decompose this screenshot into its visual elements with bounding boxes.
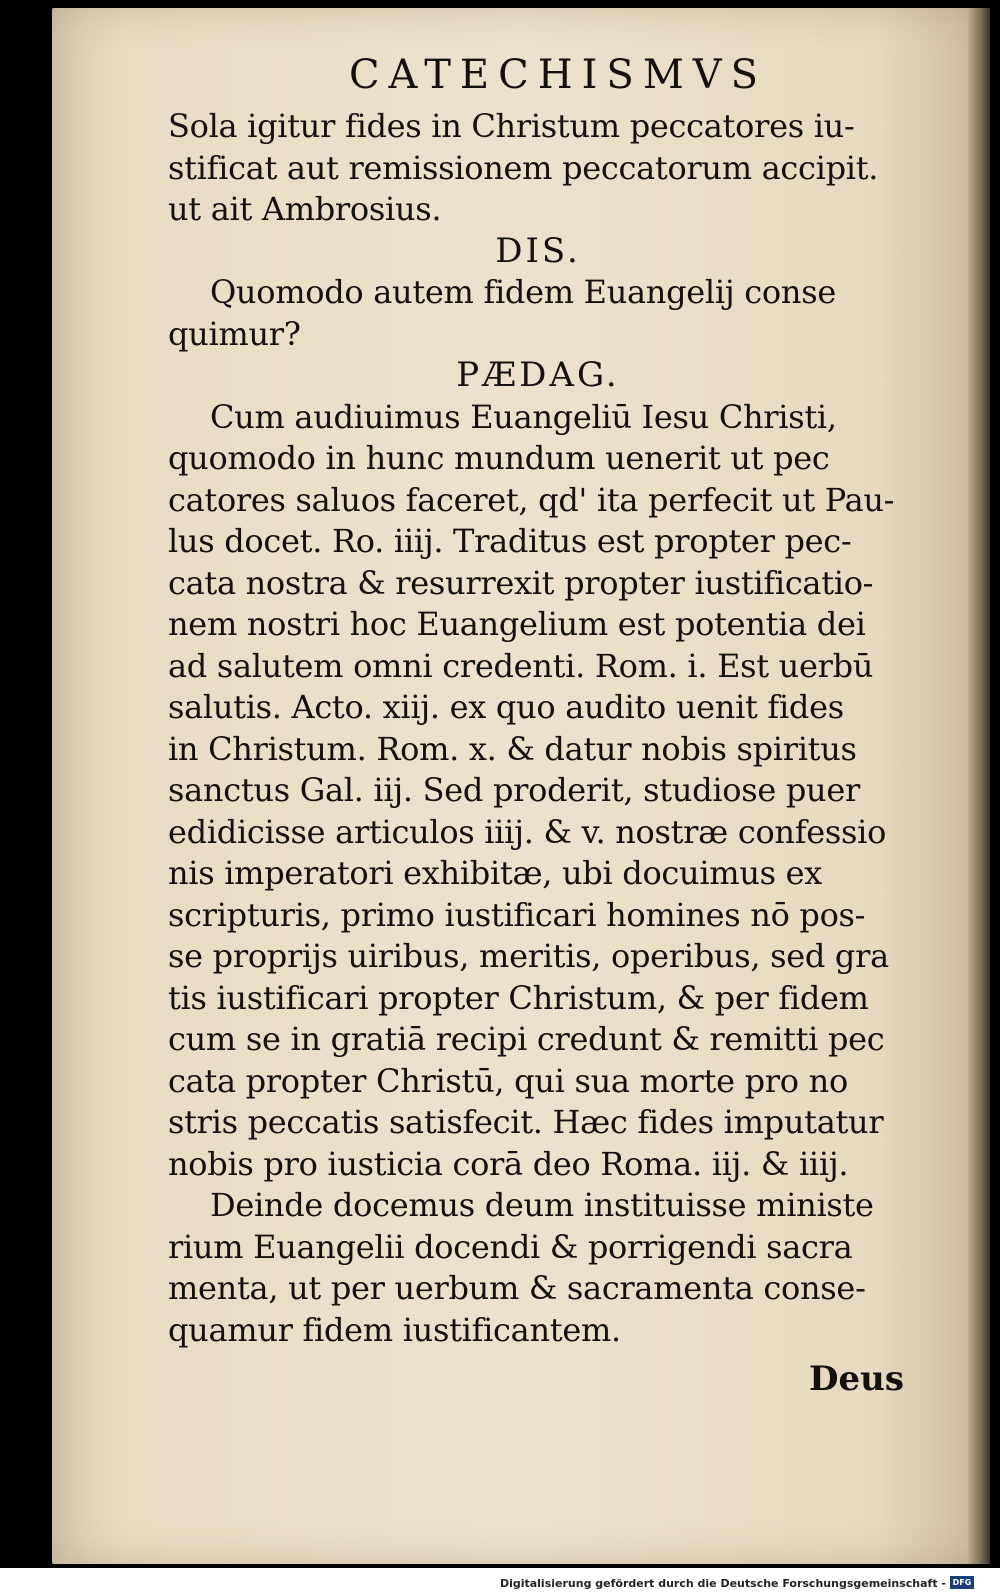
text-line: quamur fidem iustificantem. xyxy=(168,1310,621,1349)
text-line: cata propter Christū, qui sua morte pro no xyxy=(168,1061,848,1100)
text-line: salutis. Acto. xiij. ex quo audito uenit fides xyxy=(168,688,844,726)
speaker-heading: DIS. xyxy=(495,230,581,271)
text-line: ad salutem omni credenti. Rom. i. Est uerbū xyxy=(168,646,874,685)
text-line: Quomodo autem fidem Euangelij conse xyxy=(210,273,836,311)
text-line: catores saluos faceret, qd' ita perfecit ut Pau- xyxy=(168,480,895,519)
text-line: tis iustificari propter Christum, & per fidem xyxy=(168,978,869,1017)
text-line: in Christum. Rom. x. & datur nobis spiritus xyxy=(168,729,857,768)
text-line: cata nostra & resurrexit propter iustificatio- xyxy=(168,563,874,602)
text-line: lus docet. Ro. iiij. Traditus est propter pec- xyxy=(168,522,852,560)
dfg-logo: DFG xyxy=(950,1576,974,1589)
text-line: Sola igitur fides in Christum peccatores iu- xyxy=(168,107,855,145)
text-line: stris peccatis satisfecit. Hæc fides imputatur xyxy=(168,1103,884,1141)
text-line: se proprijs uiribus, meritis, operibus, sed gra xyxy=(168,937,889,975)
body-text xyxy=(168,106,908,1351)
text-line: ut ait Ambrosius. xyxy=(168,190,442,228)
text-line: sanctus Gal. iij. Sed proderit, studiose puer xyxy=(168,771,861,809)
text-line: menta, ut per uerbum & sacramenta conse- xyxy=(168,1269,866,1307)
text-line: edidicisse articulos iiij. & v. nostræ confessio xyxy=(168,812,887,851)
catchword: Deus xyxy=(809,1359,904,1399)
text-line: Cum audiuimus Euangeliū Iesu Christi, xyxy=(210,397,837,436)
text-block xyxy=(168,50,908,1407)
speaker-heading: PÆDAG. xyxy=(456,355,620,395)
text-line: nobis pro iusticia corā deo Roma. iij. & iiij. xyxy=(168,1144,849,1183)
text-line: quimur? xyxy=(168,314,301,353)
running-head: CATECHISMVS xyxy=(348,52,768,98)
page-edge xyxy=(968,8,990,1564)
text-line: nis imperatori exhibitæ, ubi docuimus ex xyxy=(168,854,823,892)
text-line: scripturis, primo iustificari homines nō pos- xyxy=(168,895,866,934)
text-line: quomodo in hunc mundum uenerit ut pec xyxy=(168,439,830,477)
text-line: nem nostri hoc Euangelium est potentia dei xyxy=(168,605,866,643)
text-line: Deinde docemus deum instituisse ministe xyxy=(210,1186,874,1224)
text-line: cum se in gratiā recipi credunt & remitti pec xyxy=(168,1020,885,1058)
footer-credit: Digitalisierung gefördert durch die Deutsche Forschungsgemeinschaft - xyxy=(499,1577,946,1590)
text-line: stificat aut remissionem peccatorum accipit. xyxy=(168,148,879,187)
text-line: rium Euangelii docendi & porrigendi sacra xyxy=(168,1227,853,1266)
